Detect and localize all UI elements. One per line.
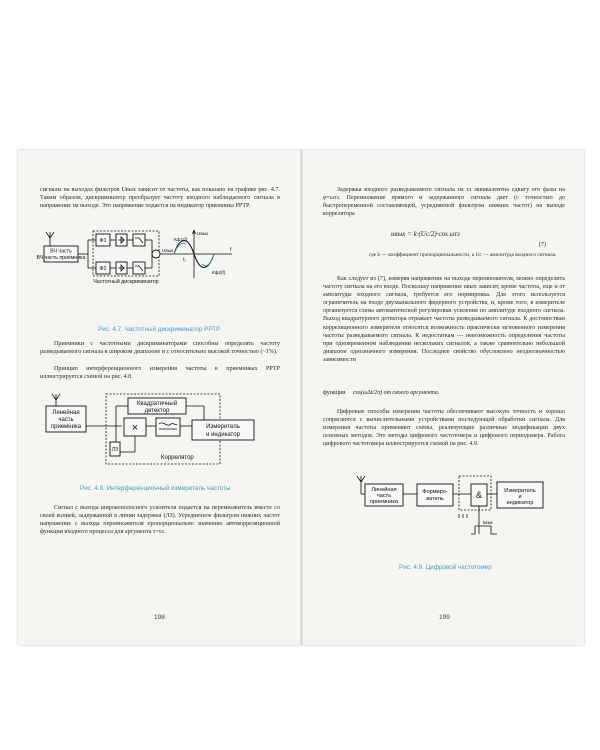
svg-text:Кф2(f): Кф2(f): [212, 270, 226, 275]
svg-text:часть: часть: [376, 493, 392, 499]
formula-explanation: где k — коэффициент пропорциональности, а Uc — амплитуда входного сигнала.: [369, 252, 557, 258]
svg-text:tизм: tизм: [483, 521, 493, 526]
lowpass-2-box: [133, 262, 145, 274]
svg-text:&: &: [475, 490, 483, 500]
figure-4-8: [46, 392, 276, 487]
summer-icon: [152, 250, 160, 258]
left-paragraph-2: Приемники с частотными дискриминаторами способны определять частоту разведываемого сигнала в широком диапазоне и с относительно высокой точностью (~1%).: [40, 341, 280, 356]
left-page: [18, 150, 300, 645]
page-number-right: 199: [439, 614, 450, 621]
function-formula: cos(ωΔt/2π) от своего аргумента.: [353, 390, 440, 396]
svg-text:×: ×: [131, 422, 139, 434]
svg-text:приемника: приемника: [369, 499, 399, 505]
svg-text:Коррелятор: Коррелятор: [161, 455, 194, 461]
caption-fig-4-9: Рис. 4.9. Цифровой частотомер: [399, 564, 492, 571]
lowpass-1-box: [133, 234, 145, 246]
receiver-label-1: ВЧ часть: [50, 248, 72, 255]
book-spread: [18, 150, 584, 645]
svg-text:и: и: [518, 494, 522, 500]
antenna-icon: [46, 232, 54, 246]
svg-text:ЛЗ: ЛЗ: [111, 447, 119, 453]
lowpass-box: [156, 418, 180, 436]
right-paragraph-2: Как следует из (7), измеряя напряжение на выходе перемножителя, можно определить частоту сигнала на его входе. Поскольку напряжение uвых зависит, кроме частоты, еще и от амплитуды входного сигнала, требуется его нормировка. Для этого используется ограничитель на входе двухканального фидерного устройства, и, кроме того, в измерителе организуется схема автоматической регулировки усиления по амплитуде входного сигнала. Выход квадратурного детектора отражает частоты разведываемого сигнала. К достоинствам корреляционного измерителя относятся возможность практически мгновенного измерения частоты разведываемого сигнала. К недостаткам — невозможность определения частоты при одновременном наблюдении нескольких сигналов, а также сравнительно небольшой диапазон однозначного измерения. Последнее свойство обусловлено неоднозначностью зависимости: [323, 276, 565, 363]
function-label: функции: [323, 390, 346, 396]
figure-4-7: [36, 228, 284, 296]
discriminator-label: Частотный дискриминатор: [93, 279, 159, 285]
svg-text:часть: часть: [58, 417, 74, 423]
left-paragraph-4: Сигнал с выхода широкополосного усилителя подается на перемножитель вместе со своей копией, задержанной в линии задержки (ЛЗ). Усредненное фильтром нижних частот напряжение с выхода перемножителя пропорционально значению автокорреляционной функции входного процесса для аргумента τ=τз.: [40, 505, 280, 536]
svg-text:и индикатор: и индикатор: [206, 432, 240, 438]
left-paragraph-1: сигналы на выходах фильтров Uвых зависит от частоты, как показано на графике рис. 4.7. Таким образом, дискриминатор преобразует частоту входного наблюдаемого сигнала в напряжение на выходе. Это напряжение подается на индикатор приемника РРТР.: [40, 187, 280, 210]
svg-text:детектор: детектор: [144, 408, 170, 414]
svg-text:индикатор: индикатор: [506, 500, 534, 506]
right-page: [303, 150, 584, 645]
antenna-icon: [52, 394, 60, 406]
caption-fig-4-8: Рис. 4.8. Интерференционный измеритель частоты: [80, 485, 231, 492]
formula-7: uвых = k·(Uc/2)·cos ωτз: [391, 230, 460, 238]
antenna-icon: [357, 476, 365, 488]
caption-fig-4-7: Рис. 4.7. Частотный дискриминатор РРТР: [98, 326, 221, 333]
svg-text:Ф1: Ф1: [99, 238, 107, 244]
svg-text:Кф1(f): Кф1(f): [174, 237, 188, 242]
svg-text:приемника: приемника: [50, 424, 82, 430]
svg-text:f₀: f₀: [183, 257, 187, 262]
left-paragraph-3: Принцип интерференционного измерения частоты в приемниках РРТР иллюстрируется схемой на рис. 4.8.: [40, 366, 280, 381]
shaper-box: [417, 484, 453, 506]
page-number-left: 198: [154, 614, 165, 621]
right-paragraph-3: Цифровые способы измерения частоты обеспечивают высокую точность и хорошо сопрягаются с вычислительными устройствами последующей обработки сигнала. Для измерения частоты применяют схемы, реализующие различные модификации двух основных методов. Это методы цифрового частотомера и цифрового периодомера. Работа цифрового частотомера иллюстрируется схемой на рис. 4.9.: [323, 409, 565, 448]
svg-text:Ф2: Ф2: [99, 266, 107, 272]
svg-text:Квадратичный: Квадратичный: [136, 401, 178, 407]
svg-text:Измеритель: Измеритель: [504, 488, 536, 494]
equation-number: (7): [539, 242, 546, 248]
svg-text:Линейная: Линейная: [371, 487, 397, 493]
svg-text:Линейная: Линейная: [52, 410, 80, 416]
figure-4-9: [351, 472, 551, 552]
receiver-label-2: ВЧ часть приемника: [36, 255, 86, 261]
right-paragraph-1: Задержка входного разведываемого сигнала на τз эквивалентна сдвигу его фазы на φ=ωτз. Перемножение прямого и задержанного сигнала дает (с точностью до быстропеременной составляющей, усредняемой фильтром нижних частот) на выходе коррелятора: [323, 187, 565, 218]
svg-text:Uвых: Uвых: [197, 231, 209, 236]
svg-text:ватель: ватель: [426, 496, 444, 502]
svg-text:Измеритель: Измеритель: [206, 424, 240, 430]
svg-text:Формиро-: Формиро-: [422, 489, 448, 495]
gate-pulse-icon: [471, 526, 497, 534]
svg-text:Uвых: Uвых: [162, 248, 174, 253]
svg-text:f: f: [230, 247, 232, 253]
